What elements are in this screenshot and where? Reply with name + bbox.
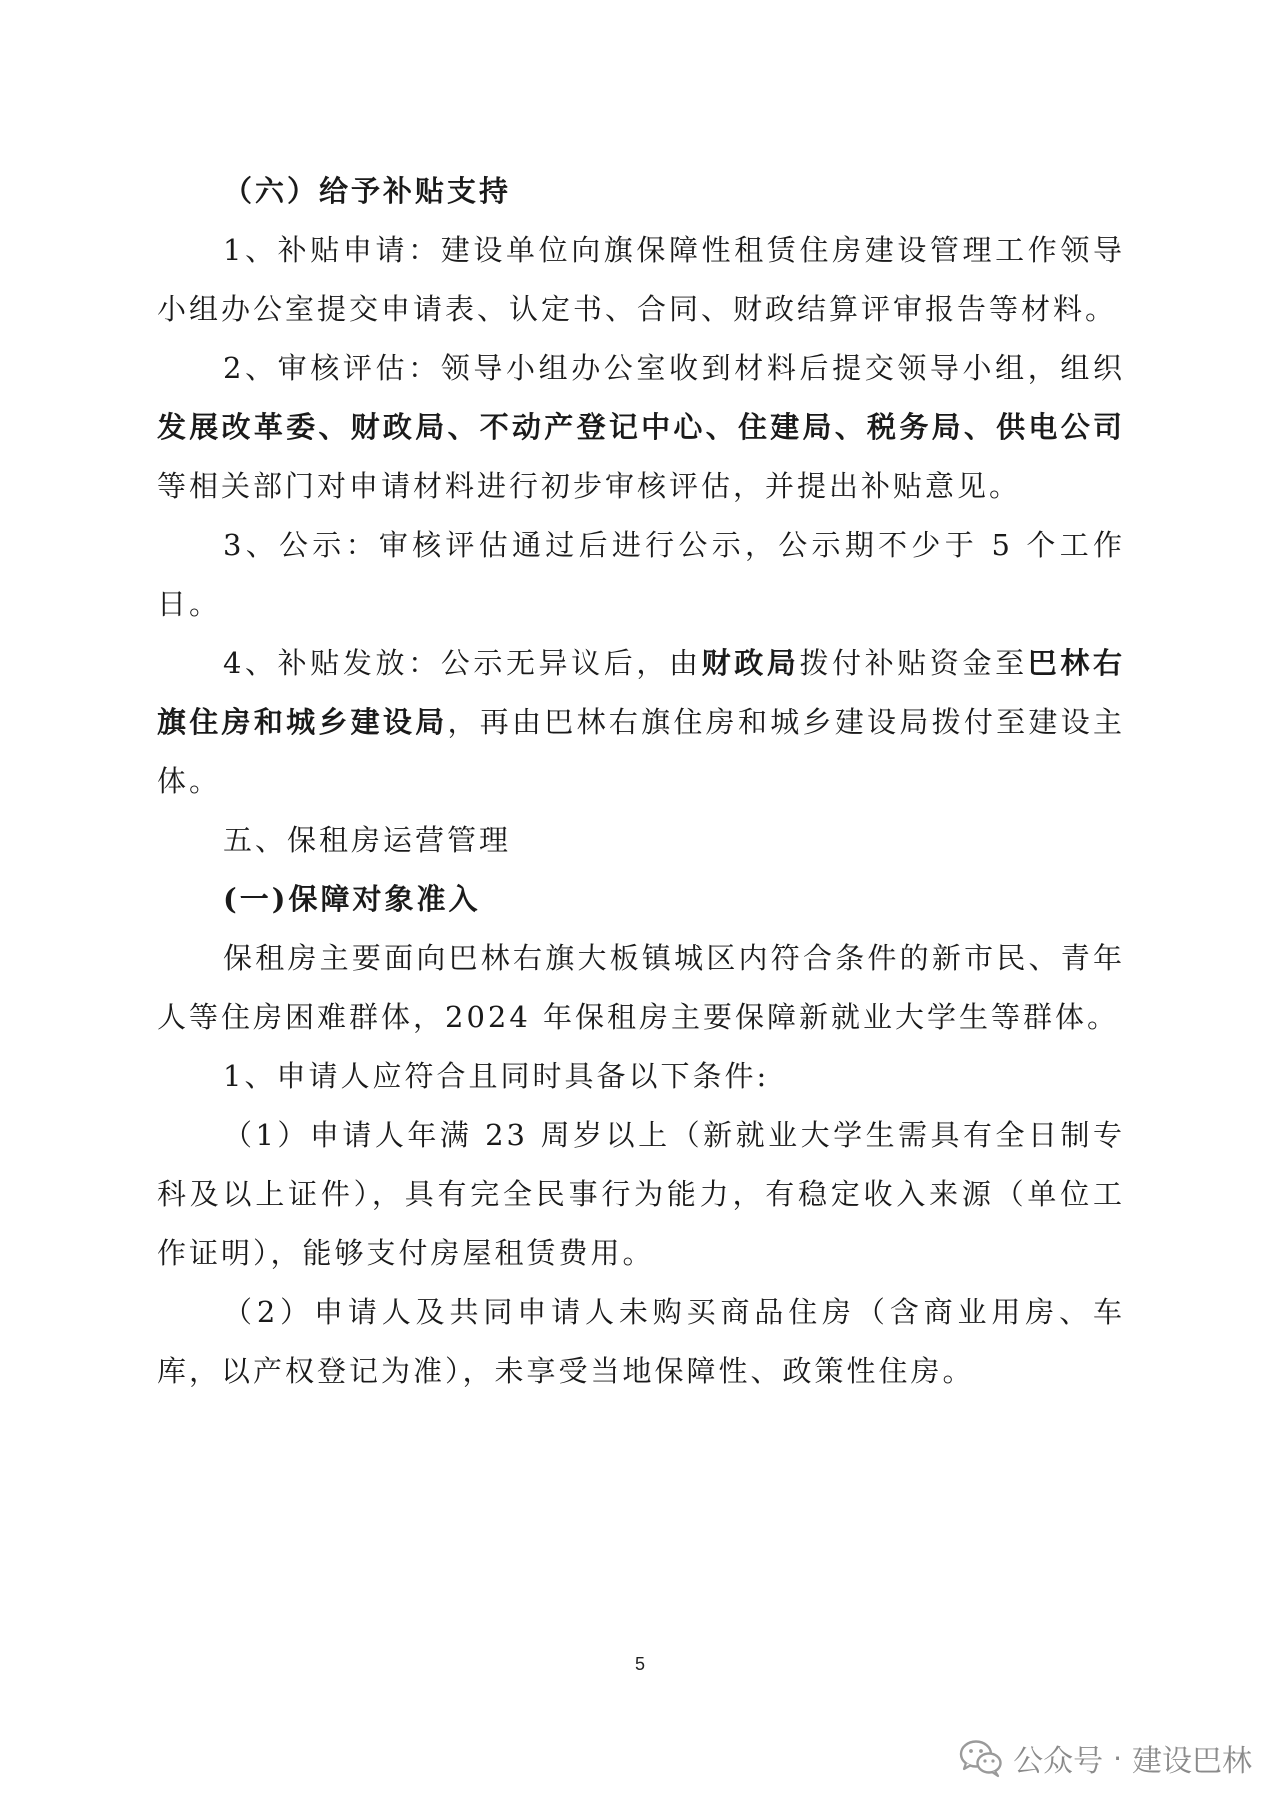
item-2-text-1: 2、审核评估：领导小组办公室收到材料后提交领导小组，组织: [223, 351, 1125, 385]
section-six-item-2: [157, 339, 1125, 516]
section-six-title: （六）给予补贴支持: [223, 174, 512, 208]
subsection-one-title: (一)保障对象准入: [223, 882, 481, 916]
watermark-label: 公众号: [1013, 1744, 1104, 1779]
subsection-one-intro: 保租房主要面向巴林右旗大板镇城区内符合条件的新市民、青年人等住房困难群体，2024 年保租房主要保障新就业大学生等群体。: [157, 941, 1125, 1034]
wechat-watermark: [959, 1732, 1252, 1784]
subsection-one-item-1: 1、申请人应符合且同时具备以下条件:: [223, 1059, 770, 1093]
item-4-housing-bureau: 巴林右旗住房和城乡建设局: [157, 646, 1125, 739]
page-number: 5: [634, 1654, 645, 1674]
watermark-account: 建设巴林: [1132, 1744, 1252, 1779]
section-six-item-3: 3、公示：审核评估通过后进行公示，公示期不少于 5 个工作日。: [157, 528, 1125, 621]
condition-2: （2）申请人及共同申请人未购买商品住房（含商业用房、车库，以产权登记为准），未享受当地保障性、政策性住房。: [157, 1295, 1125, 1388]
item-2-departments: 发展改革委、财政局、不动产登记中心、住建局、税务局、供电公司: [157, 410, 1125, 444]
wechat-icon: [959, 1738, 1003, 1778]
item-4-finance-bureau: 财政局: [701, 646, 800, 680]
item-2-text-2: 等相关部门对申请材料进行初步审核评估，并提出补贴意见。: [157, 469, 1022, 503]
watermark-separator: ·: [1113, 1741, 1122, 1775]
condition-1: （1）申请人年满 23 周岁以上（新就业大学生需具有全日制专科及以上证件），具有完全民事行为能力，有稳定收入来源（单位工作证明），能够支付房屋租赁费用。: [157, 1118, 1125, 1270]
document-body: [157, 162, 1125, 1401]
section-six-item-1: 1、补贴申请：建设单位向旗保障性租赁住房建设管理工作领导小组办公室提交申请表、认定书、合同、财政结算评审报告等材料。: [157, 233, 1125, 326]
item-4-text-3: ，再由巴林右旗住房和城乡建设局拨付至建设主体。: [157, 705, 1125, 798]
section-five-title: 五、保租房运营管理: [223, 823, 512, 857]
section-six-item-4: [157, 634, 1125, 811]
item-4-text-2: 拨付补贴资金至: [799, 646, 1028, 680]
item-4-text-1: 4、补贴发放：公示无异议后，由: [223, 646, 702, 680]
